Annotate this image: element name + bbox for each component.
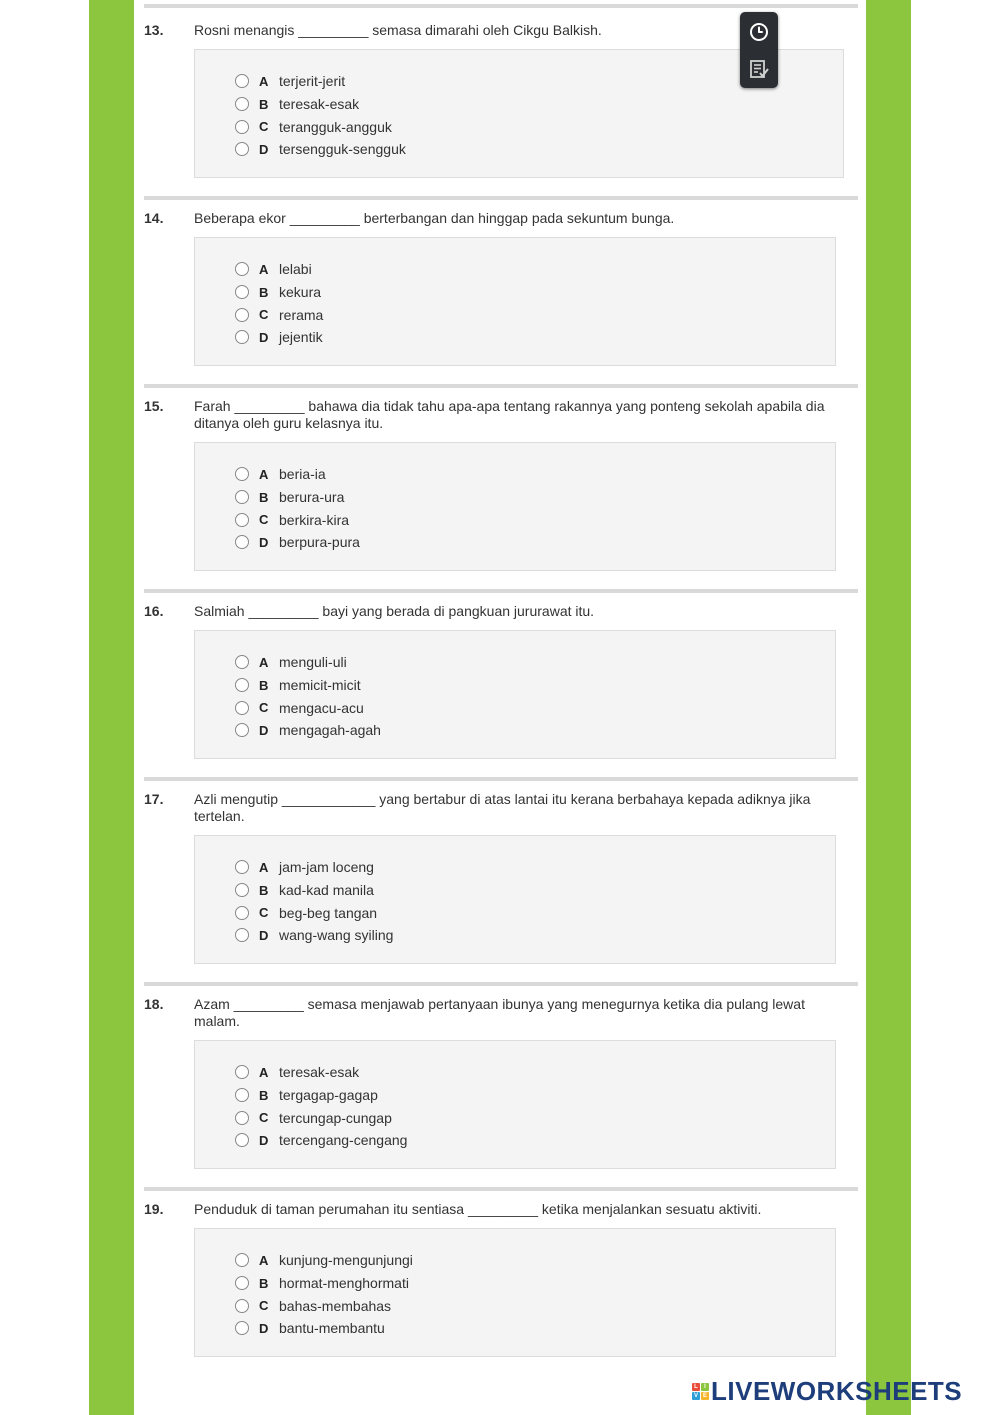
- radio-button[interactable]: [235, 330, 249, 344]
- question-item: [144, 196, 858, 384]
- option-text: kekura: [279, 284, 322, 301]
- option-letter: B: [259, 1087, 269, 1103]
- answer-option[interactable]: [235, 856, 835, 879]
- option-letter: A: [259, 73, 269, 89]
- timer-icon: [748, 20, 770, 42]
- answer-option[interactable]: [235, 1061, 835, 1084]
- question-number: 13.: [144, 22, 164, 38]
- question-number: 18.: [144, 996, 164, 1012]
- question-item: [144, 589, 858, 777]
- option-text: beg-beg tangan: [279, 904, 378, 921]
- answer-option[interactable]: [235, 281, 835, 304]
- radio-button[interactable]: [235, 723, 249, 737]
- radio-button[interactable]: [235, 513, 249, 527]
- answer-option[interactable]: [235, 901, 835, 924]
- option-letter: D: [259, 927, 269, 943]
- radio-button[interactable]: [235, 678, 249, 692]
- radio-button[interactable]: [235, 308, 249, 322]
- option-letter: B: [259, 489, 269, 505]
- option-text: terjerit-jerit: [279, 73, 346, 90]
- logo-text: LIVEWORKSHEETS: [711, 1375, 963, 1406]
- question-item: [144, 384, 858, 589]
- radio-button[interactable]: [235, 467, 249, 481]
- finish-button[interactable]: [740, 50, 778, 88]
- option-letter: A: [259, 1252, 269, 1268]
- option-letter: B: [259, 1275, 269, 1291]
- question-text: Azam _________ semasa menjawab pertanyaan ibunya yang menegurnya ketika dia pulang lewat malam.: [194, 996, 805, 1029]
- logo-tile: V: [693, 1392, 698, 1399]
- option-text: mengacu-acu: [279, 699, 364, 716]
- option-text: beria-ia: [279, 466, 326, 483]
- radio-button[interactable]: [235, 655, 249, 669]
- radio-button[interactable]: [235, 262, 249, 276]
- question-text: Rosni menangis _________ semasa dimarahi oleh Cikgu Balkish.: [194, 22, 602, 38]
- options-box: [194, 630, 836, 759]
- worksheet-page: [134, 0, 866, 1415]
- options-box: [194, 237, 836, 366]
- options-box: [194, 442, 836, 571]
- radio-button[interactable]: [235, 883, 249, 897]
- option-text: teresak-esak: [279, 96, 360, 113]
- answer-option[interactable]: [235, 1106, 835, 1129]
- option-text: jam-jam loceng: [279, 859, 374, 876]
- question-text: Farah _________ bahawa dia tidak tahu apa-apa tentang rakannya yang ponteng sekolah apabila dia ditanya oleh guru kelasnya itu.: [194, 398, 825, 431]
- option-letter: A: [259, 261, 269, 277]
- radio-button[interactable]: [235, 928, 249, 942]
- option-text: berpura-pura: [279, 534, 360, 551]
- question-row: [144, 603, 858, 620]
- option-text: bahas-membahas: [279, 1297, 392, 1314]
- radio-button[interactable]: [235, 285, 249, 299]
- question-number: 15.: [144, 398, 164, 414]
- option-letter: B: [259, 96, 269, 112]
- question-list: [134, 12, 866, 1375]
- option-text: jejentik: [279, 329, 323, 346]
- liveworksheets-logo: [692, 1374, 962, 1408]
- radio-button[interactable]: [235, 74, 249, 88]
- radio-button[interactable]: [235, 120, 249, 134]
- radio-button[interactable]: [235, 701, 249, 715]
- radio-button[interactable]: [235, 860, 249, 874]
- question-row: [144, 996, 858, 1030]
- option-text: mengagah-agah: [279, 722, 381, 739]
- answer-option[interactable]: [235, 1294, 835, 1317]
- option-letter: C: [259, 512, 269, 528]
- option-text: bantu-membantu: [279, 1320, 385, 1337]
- option-text: lelabi: [279, 261, 312, 278]
- answer-option[interactable]: [235, 531, 835, 554]
- logo-tile: E: [702, 1392, 707, 1399]
- question-item: [144, 777, 858, 982]
- answer-option[interactable]: [235, 651, 835, 674]
- answer-option[interactable]: [235, 924, 835, 947]
- option-text: tercengang-cengang: [279, 1132, 408, 1149]
- question-text: Salmiah _________ bayi yang berada di pangkuan jururawat itu.: [194, 603, 595, 619]
- radio-button[interactable]: [235, 906, 249, 920]
- answer-option[interactable]: [235, 115, 843, 138]
- divider: [144, 4, 858, 8]
- option-text: hormat-menghormati: [279, 1275, 409, 1292]
- question-number: 14.: [144, 210, 164, 226]
- radio-button[interactable]: [235, 535, 249, 549]
- timer-button[interactable]: [740, 12, 778, 50]
- question-text: Azli mengutip ____________ yang bertabur di atas lantai itu kerana berbahaya kepada adiknya jika tertelan.: [194, 791, 811, 824]
- option-letter: B: [259, 677, 269, 693]
- finish-check-icon: [748, 58, 770, 80]
- answer-option[interactable]: [235, 719, 835, 742]
- option-text: kad-kad manila: [279, 882, 374, 899]
- option-text: tersengguk-sengguk: [279, 141, 406, 158]
- answer-option[interactable]: [235, 1129, 835, 1152]
- answer-option[interactable]: [235, 486, 835, 509]
- answer-option[interactable]: [235, 303, 835, 326]
- answer-option[interactable]: [235, 1084, 835, 1107]
- answer-option[interactable]: [235, 138, 843, 161]
- radio-button[interactable]: [235, 142, 249, 156]
- answer-option[interactable]: [235, 463, 835, 486]
- answer-option[interactable]: [235, 1272, 835, 1295]
- logo-mark-icon: [692, 1383, 709, 1400]
- answer-option[interactable]: [235, 508, 835, 531]
- radio-button[interactable]: [235, 1276, 249, 1290]
- option-letter: D: [259, 141, 269, 157]
- radio-button[interactable]: [235, 490, 249, 504]
- answer-option[interactable]: [235, 1317, 835, 1340]
- question-row: [144, 398, 858, 432]
- option-letter: A: [259, 654, 269, 670]
- option-letter: D: [259, 1320, 269, 1336]
- option-text: wang-wang syiling: [279, 927, 394, 944]
- logo-tile: I: [701, 1383, 709, 1391]
- radio-button[interactable]: [235, 97, 249, 111]
- answer-option[interactable]: [235, 879, 835, 902]
- option-letter: A: [259, 859, 269, 875]
- option-letter: C: [259, 119, 269, 135]
- answer-option[interactable]: [235, 258, 835, 281]
- option-text: teresak-esak: [279, 1064, 360, 1081]
- option-letter: C: [259, 1110, 269, 1126]
- option-text: tergagap-gagap: [279, 1087, 378, 1104]
- option-letter: C: [259, 905, 269, 921]
- option-letter: D: [259, 1132, 269, 1148]
- answer-option[interactable]: [235, 1249, 835, 1272]
- question-text: Penduduk di taman perumahan itu sentiasa _________ ketika menjalankan sesuatu aktiviti.: [194, 1201, 762, 1217]
- radio-button[interactable]: [235, 1253, 249, 1267]
- option-letter: C: [259, 1298, 269, 1314]
- radio-button[interactable]: [235, 1065, 249, 1079]
- radio-button[interactable]: [235, 1321, 249, 1335]
- option-letter: D: [259, 534, 269, 550]
- options-box: [194, 835, 836, 964]
- answer-option[interactable]: [235, 326, 835, 349]
- option-text: tercungap-cungap: [279, 1109, 392, 1126]
- question-item: [144, 1187, 858, 1375]
- option-text: memicit-micit: [279, 677, 361, 694]
- logo-tile: L: [692, 1383, 700, 1391]
- option-text: rerama: [279, 306, 324, 323]
- radio-button[interactable]: [235, 1299, 249, 1313]
- option-text: kunjung-mengunjungi: [279, 1252, 413, 1269]
- option-text: menguli-uli: [279, 654, 347, 671]
- question-item: [144, 982, 858, 1187]
- option-letter: B: [259, 284, 269, 300]
- question-row: [144, 1201, 858, 1218]
- question-row: [144, 791, 858, 825]
- radio-button[interactable]: [235, 1133, 249, 1147]
- options-box: [194, 1228, 836, 1357]
- question-row: [144, 210, 858, 227]
- option-letter: B: [259, 882, 269, 898]
- option-letter: C: [259, 700, 269, 716]
- question-text: Beberapa ekor _________ berterbangan dan hinggap pada sekuntum bunga.: [194, 210, 675, 226]
- answer-option[interactable]: [235, 93, 843, 116]
- radio-button[interactable]: [235, 1088, 249, 1102]
- option-text: berkira-kira: [279, 511, 350, 528]
- options-box: [194, 1040, 836, 1169]
- option-letter: A: [259, 1064, 269, 1080]
- option-letter: D: [259, 329, 269, 345]
- option-text: terangguk-angguk: [279, 118, 392, 135]
- question-number: 17.: [144, 791, 164, 807]
- answer-option[interactable]: [235, 674, 835, 697]
- option-letter: C: [259, 307, 269, 323]
- option-letter: D: [259, 722, 269, 738]
- radio-button[interactable]: [235, 1111, 249, 1125]
- answer-option[interactable]: [235, 696, 835, 719]
- option-text: berura-ura: [279, 489, 345, 506]
- question-number: 19.: [144, 1201, 164, 1217]
- side-toolbar: [740, 12, 778, 88]
- option-letter: A: [259, 466, 269, 482]
- question-number: 16.: [144, 603, 164, 619]
